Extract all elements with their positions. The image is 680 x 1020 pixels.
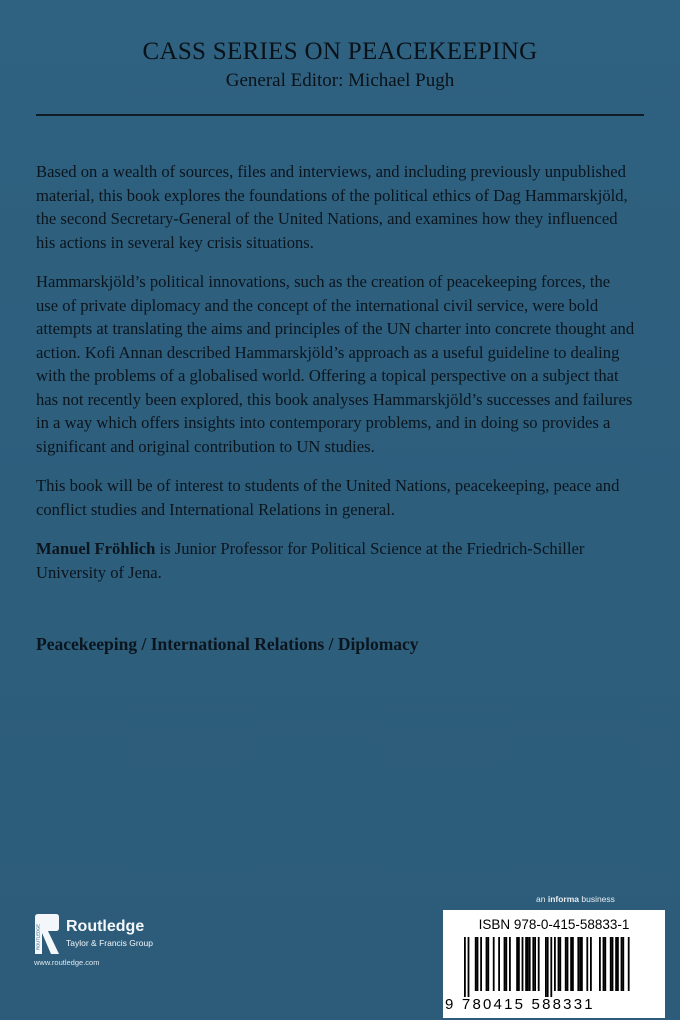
barcode-bar <box>516 937 518 991</box>
barcode-bar <box>567 937 569 991</box>
informa-prefix: an <box>536 894 548 904</box>
subject-categories: Peacekeeping / International Relations / Diplomacy <box>36 634 419 654</box>
barcode-digits <box>445 996 665 1013</box>
barcode-digit-lead: 9 <box>445 996 456 1013</box>
barcode-bar <box>603 937 605 991</box>
blurb-paragraph-2: Hammarskjöld’s political innovations, such as the creation of peacekeeping forces, the use of private diplomacy and the concept of the international civil service, were bold attempts at translating the aims and principles of the UN charter into concrete thought and action. Kofi Annan described Hammarskjöld’s approach as a useful guideline to dealing with the problems of a globalised world. Offering a topical perspective on a subject that has not recently been explored, this book analyses Hammarskjöld’s successes and failures in a way which offers insights into contemporary problems, and in doing so provides a significant and original contribution to UN studies. <box>36 272 635 456</box>
barcode-bar <box>554 937 556 991</box>
divider-rule <box>36 114 644 116</box>
barcode-digits-main: 780415 588331 <box>461 996 595 1013</box>
barcode-bar <box>581 937 583 991</box>
routledge-logo <box>34 912 204 962</box>
barcode-bar <box>550 937 552 997</box>
barcode-bar <box>558 937 560 991</box>
barcode-bar <box>527 937 529 991</box>
author-name: Manuel Fröhlich <box>36 539 156 558</box>
barcode-bar <box>570 937 572 991</box>
barcode-bar <box>480 937 482 991</box>
informa-suffix: business <box>579 894 615 904</box>
series-editor: General Editor: Michael Pugh <box>225 70 455 91</box>
barcode-bar <box>504 937 506 991</box>
barcode-bar <box>615 937 617 991</box>
barcode-bar <box>493 937 495 991</box>
barcode-bar <box>518 937 520 991</box>
routledge-logo-icon <box>34 912 60 956</box>
barcode-bar <box>586 937 588 991</box>
barcode-bar <box>522 937 524 991</box>
barcode-bar <box>509 937 511 991</box>
isbn-label: ISBN 978-0-415-58833-1 <box>478 917 630 932</box>
barcode-bar <box>579 937 581 991</box>
barcode-bar <box>529 937 531 991</box>
blurb-paragraph-3: This book will be of interest to students of the United Nations, peacekeeping, peace and conflict studies and International Relations in general. <box>36 476 620 519</box>
barcode-bar <box>486 937 488 991</box>
barcode-bar <box>464 937 466 997</box>
barcode-bar <box>525 937 527 991</box>
publisher-website: www.routledge.com <box>34 958 100 967</box>
barcode-bar <box>565 937 567 991</box>
barcode-bar <box>534 937 536 991</box>
author-bio <box>36 537 636 584</box>
barcode-bar <box>577 937 579 991</box>
barcode-bar <box>487 937 489 991</box>
barcode-bar <box>621 937 623 991</box>
barcode-bar <box>498 937 500 991</box>
barcode-bar <box>468 937 470 997</box>
barcode-bar <box>572 937 574 991</box>
publisher-name: Routledge <box>66 918 145 935</box>
barcode-bar <box>532 937 534 991</box>
barcode-bar <box>590 937 592 991</box>
barcode-bar <box>617 937 619 991</box>
informa-word: informa <box>547 894 579 904</box>
barcode-bar <box>505 937 507 991</box>
barcode-bar <box>604 937 606 991</box>
barcode-bar <box>477 937 479 991</box>
barcode-graphic <box>461 937 651 999</box>
barcode-bar <box>628 937 630 991</box>
barcode-bar <box>622 937 624 991</box>
routledge-vertical-mark: ROUTLEDGE <box>35 923 41 950</box>
series-title: CASS SERIES ON PEACEKEEPING <box>142 38 538 65</box>
blurb-paragraph-1: Based on a wealth of sources, files and interviews, and including previously unpublished material, this book explores the foundations of the political ethics of Dag Hammarskjöld, the second Secretary-General of the United Nations, and examines how they influenced his actions in several key crisis situations. <box>36 162 628 252</box>
barcode-bar <box>612 937 614 991</box>
barcode-bar <box>610 937 612 991</box>
barcode-panel <box>443 910 665 1018</box>
informa-business-tag <box>536 894 615 904</box>
author-bio-text: is Junior Professor for Political Science at the Friedrich-Schiller University of Jena. <box>36 539 585 582</box>
publisher-group: Taylor & Francis Group <box>66 938 153 948</box>
barcode-bar <box>559 937 561 991</box>
barcode-bar <box>538 937 540 991</box>
barcode-bar <box>475 937 477 991</box>
blurb <box>36 160 636 600</box>
barcode-bar <box>599 937 601 991</box>
barcode-bar <box>547 937 549 997</box>
barcode-bar <box>545 937 547 997</box>
